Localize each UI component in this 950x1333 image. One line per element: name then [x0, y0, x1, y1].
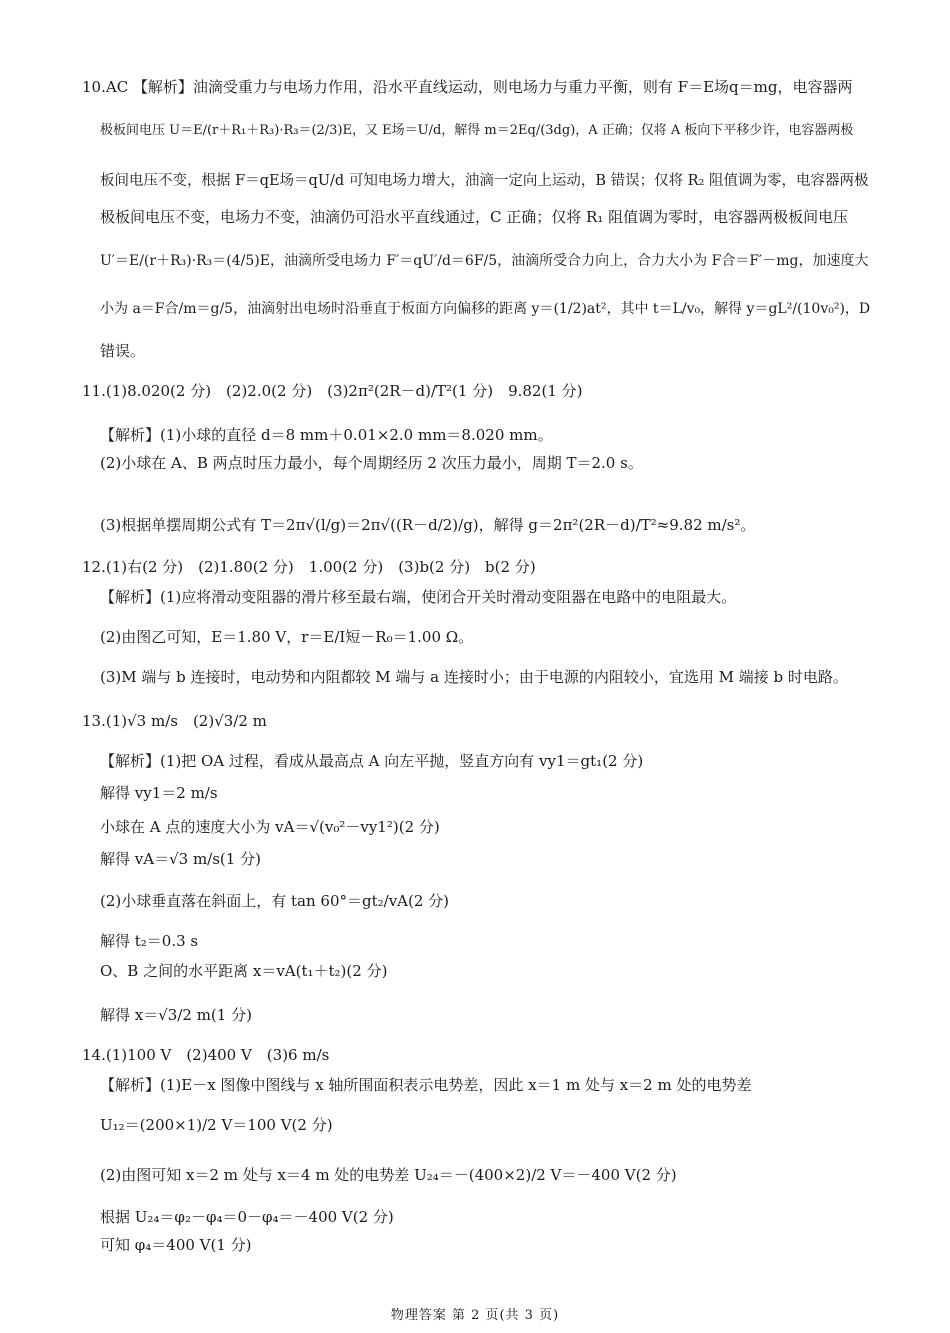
q14-explain-5: 可知 φ₄＝400 V(1 分)	[100, 1236, 252, 1254]
q12-answer: 12.(1)右(2 分) (2)1.80(2 分) 1.00(2 分) (3)b(2 分) b(2 分)	[82, 558, 536, 576]
q11-explain-1: 【解析】(1)小球的直径 d＝8 mm＋0.01×2.0 mm＝8.020 mm。	[100, 426, 553, 444]
q13-explain-3: 小球在 A 点的速度大小为 vA＝√(v₀²－vy1²)(2 分)	[100, 818, 440, 836]
q13-explain-5: (2)小球垂直落在斜面上，有 tan 60°＝gt₂/vA(2 分)	[100, 892, 450, 910]
q14-explain-3: (2)由图可知 x＝2 m 处与 x＝4 m 处的电势差 U₂₄＝－(400×2)/2 V＝－400 V(2 分)	[100, 1166, 677, 1184]
q13-explain-4: 解得 vA＝√3 m/s(1 分)	[100, 850, 261, 868]
q10-line-6: 小为 a＝F合/m＝g/5，油滴射出电场时沿垂直于板面方向偏移的距离 y＝(1/2)at²，其中 t＝L/v₀，解得 y＝gL²/(10v₀²)，D	[100, 301, 871, 317]
q12-explain-2: (2)由图乙可知，E＝1.80 V，r＝E/I短－R₀＝1.00 Ω。	[100, 628, 474, 646]
q10-line-4: 极板间电压不变，电场力不变，油滴仍可沿水平直线通过，C 正确；仅将 R₁ 阻值调为零时，电容器两极板间电压	[100, 208, 849, 226]
q13-explain-2: 解得 vy1＝2 m/s	[100, 784, 218, 802]
q14-explain-4: 根据 U₂₄＝φ₂－φ₄＝0－φ₄＝－400 V(2 分)	[100, 1208, 394, 1226]
q10-line-1: 10.AC 【解析】油滴受重力与电场力作用，沿水平直线运动，则电场力与重力平衡，则有 F＝E场q＝mg，电容器两	[82, 78, 853, 96]
q14-explain-1: 【解析】(1)E－x 图像中图线与 x 轴所围面积表示电势差，因此 x＝1 m 处与 x＝2 m 处的电势差	[100, 1076, 752, 1094]
q12-explain-3: (3)M 端与 b 连接时，电动势和内阻都较 M 端与 a 连接时小；由于电源的内阻较小，宜选用 M 端接 b 时电路。	[100, 668, 848, 686]
q13-explain-8: 解得 x＝√3/2 m(1 分)	[100, 1006, 252, 1024]
q12-explain-1: 【解析】(1)应将滑动变阻器的滑片移至最右端，使闭合开关时滑动变阻器在电路中的电阻最大。	[100, 588, 737, 606]
q13-answer: 13.(1)√3 m/s (2)√3/2 m	[82, 712, 267, 730]
q11-answer: 11.(1)8.020(2 分) (2)2.0(2 分) (3)2π²(2R－d)/T²(1 分) 9.82(1 分)	[82, 382, 583, 400]
q10-line-2: 极板间电压 U＝E/(r＋R₁＋R₃)·R₃＝(2/3)E，又 E场＝U/d，解得 m＝2Eq/(3dg)，A 正确；仅将 A 板向下平移少许，电容器两极	[100, 123, 854, 138]
q10-line-3: 板间电压不变，根据 F＝qE场＝qU/d 可知电场力增大，油滴一定向上运动，B 错误；仅将 R₂ 阻值调为零，电容器两极	[100, 173, 869, 189]
q11-explain-2: (2)小球在 A、B 两点时压力最小，每个周期经历 2 次压力最小，周期 T＝2.0 s。	[100, 454, 643, 472]
q14-answer: 14.(1)100 V (2)400 V (3)6 m/s	[82, 1046, 330, 1064]
q13-explain-7: O、B 之间的水平距离 x＝vA(t₁＋t₂)(2 分)	[100, 962, 388, 980]
q10-line-5: U′＝E/(r＋R₃)·R₃＝(4/5)E，油滴所受电场力 F′＝qU′/d＝6F/5，油滴所受合力向上，合力大小为 F合＝F′－mg，加速度大	[100, 253, 869, 269]
q10-line-7: 错误。	[100, 342, 146, 360]
page-footer: 物理答案 第 2 页(共 3 页)	[390, 1308, 560, 1323]
q13-explain-6: 解得 t₂＝0.3 s	[100, 932, 199, 950]
q13-explain-1: 【解析】(1)把 OA 过程，看成从最高点 A 向左平抛，竖直方向有 vy1＝gt₁(2 分)	[100, 752, 644, 770]
q11-explain-3: (3)根据单摆周期公式有 T＝2π√(l/g)＝2π√((R－d/2)/g)，解得 g＝2π²(2R－d)/T²≈9.82 m/s²。	[100, 516, 756, 534]
q14-explain-2: U₁₂＝(200×1)/2 V＝100 V(2 分)	[100, 1116, 333, 1134]
